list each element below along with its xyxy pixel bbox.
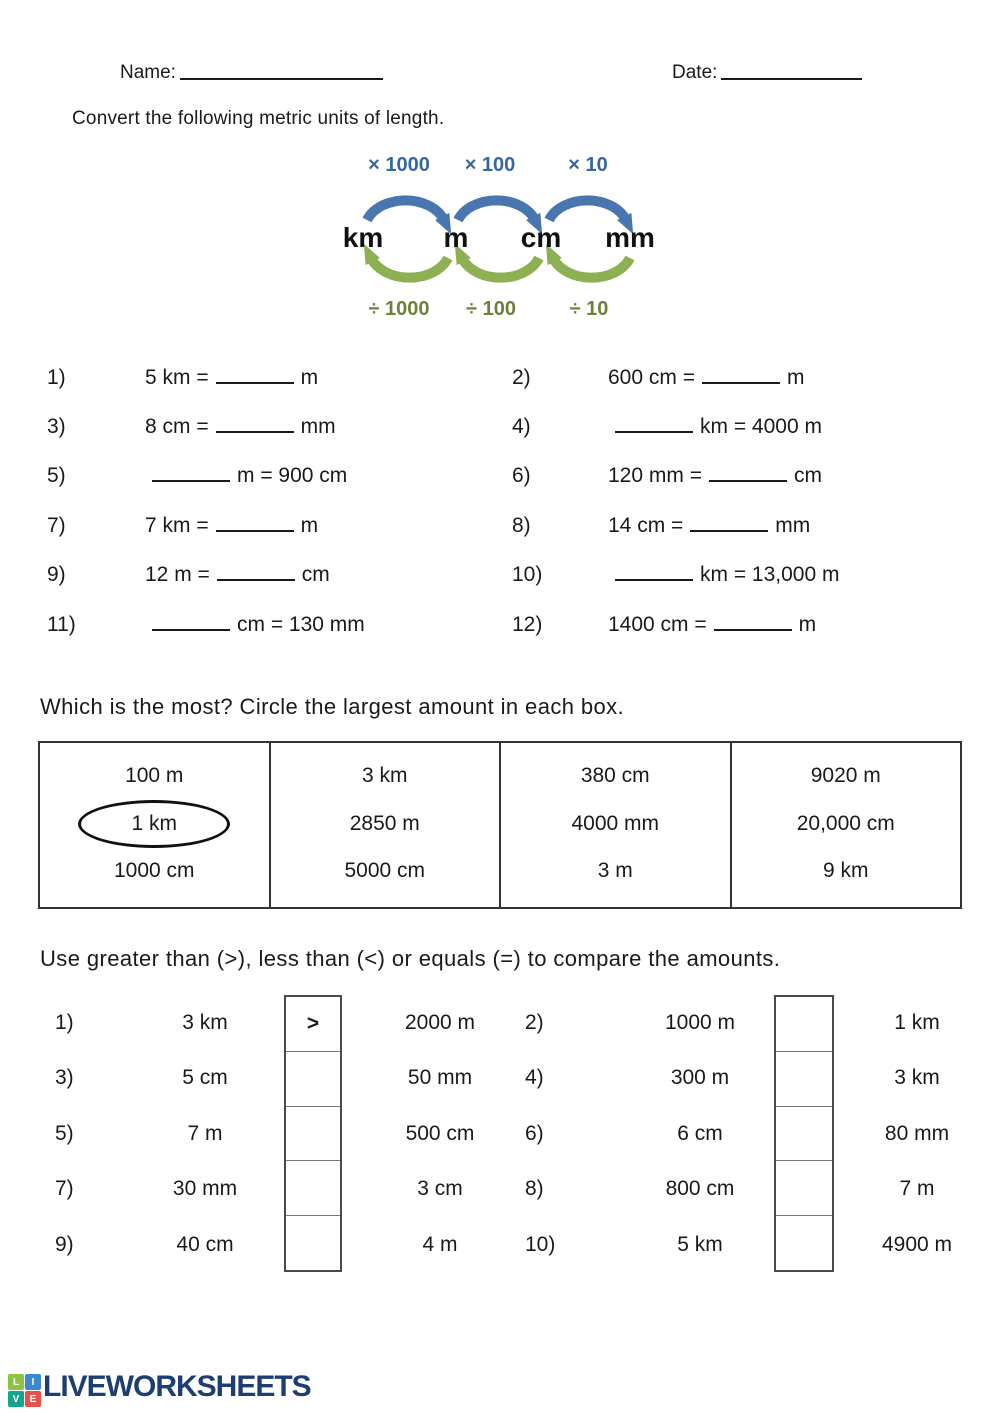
question-body [145,510,318,542]
compare-right-value: 500 cm [405,1122,475,1145]
question-number: 4) [525,1066,544,1089]
question-number: 5) [47,464,66,487]
question-post-text: m [798,613,817,636]
operator-box[interactable]: > [306,1011,320,1035]
question-number: 6) [525,1122,544,1145]
table-column [501,743,732,907]
question-number: 2) [525,1011,544,1034]
question-number: 11) [47,613,76,636]
multiply-100-label: × 100 [464,154,516,176]
compare-left-value: 800 cm [665,1177,735,1200]
divide-arrow-mm-cm [553,258,630,278]
amount-option[interactable]: 20,000 cm [796,812,895,835]
question-body [608,559,839,591]
compare-left-value: 7 m [187,1122,223,1145]
compare-left-value: 6 cm [677,1122,723,1145]
question-number: 10) [525,1233,556,1256]
question-post-text: m [300,514,319,537]
question-number: 9) [55,1233,74,1256]
operator-box[interactable] [776,1160,832,1215]
answer-blank[interactable] [709,478,787,482]
question-number: 1) [55,1011,74,1034]
divide-arrow-cm-m [462,258,539,278]
question-number: 1) [47,366,66,389]
question-pre-text: 120 mm = [608,464,702,487]
conversion-row [0,362,1000,394]
unit-cm: cm [520,222,562,253]
operator-box[interactable] [776,997,832,1051]
compare-right-value: 3 km [894,1066,940,1089]
question-body [608,609,816,641]
unit-mm: mm [605,222,655,253]
answer-blank[interactable] [216,380,294,384]
compare-section-heading: Use greater than (>), less than (<) or equals (=) to compare the amounts. [40,946,781,971]
question-pre-text: 5 km = [145,366,209,389]
amount-option[interactable]: 3 km [361,764,408,787]
compare-left-value: 3 km [182,1011,228,1034]
divide-100-label: ÷ 100 [466,298,516,320]
compare-left-value: 30 mm [172,1177,238,1200]
question-number: 4) [512,415,531,438]
amount-option[interactable]: 9020 m [810,764,881,787]
table-column [40,743,271,907]
name-blank-line[interactable] [180,61,383,80]
compare-right-value: 3 cm [417,1177,463,1200]
compare-right-value: 4 m [422,1233,458,1256]
question-number: 2) [512,366,531,389]
operator-box[interactable] [286,1106,340,1161]
answer-blank[interactable] [714,627,792,631]
logo-tile-e: E [25,1391,41,1407]
question-number: 7) [55,1177,74,1200]
table-column [732,743,961,907]
question-number: 6) [512,464,531,487]
answer-blank[interactable] [152,478,230,482]
amount-option[interactable]: 380 cm [580,764,650,787]
question-body [608,362,804,394]
most-section-heading: Which is the most? Circle the largest amount in each box. [40,694,625,719]
multiply-arrow-m-cm [458,200,535,220]
question-post-text: mm [300,415,336,438]
question-body [145,411,336,443]
question-pre-text: 12 m = [145,563,210,586]
question-post-text: cm = 130 mm [237,613,365,636]
operator-box[interactable] [286,1160,340,1215]
operator-box-column-left [284,995,342,1272]
answer-blank[interactable] [216,528,294,532]
question-body [608,510,810,542]
conversion-row [0,510,1000,542]
amount-option[interactable]: 100 m [125,764,184,787]
compare-left-value: 5 cm [182,1066,228,1089]
question-body [608,411,822,443]
answer-blank[interactable] [152,627,230,631]
question-pre-text: 14 cm = [608,514,684,537]
answer-blank[interactable] [615,429,693,433]
name-field-row [120,59,383,84]
question-post-text: m [300,366,319,389]
question-number: 5) [55,1122,74,1145]
question-number: 12) [512,613,543,636]
logo-tile-i: I [25,1374,41,1390]
question-pre-text: 7 km = [145,514,209,537]
liveworksheets-wordmark: LIVEWORKSHEETS [43,1370,311,1403]
date-blank-line[interactable] [721,61,862,80]
amount-option: 1 km [131,812,177,835]
metric-conversion-diagram [340,150,700,332]
largest-amount-table [38,741,962,909]
compare-right-value: 50 mm [407,1066,473,1089]
question-number: 10) [512,563,543,586]
answer-blank[interactable] [216,429,294,433]
operator-box[interactable] [776,1051,832,1106]
name-label: Name: [120,62,176,83]
question-pre-text: 8 cm = [145,415,209,438]
question-number: 3) [55,1066,74,1089]
multiply-arrow-km-m [367,200,444,220]
question-number: 9) [47,563,66,586]
answer-blank[interactable] [615,577,693,581]
question-number: 8) [525,1177,544,1200]
logo-tile-v: V [8,1391,24,1407]
amount-option[interactable]: 1000 cm [113,859,195,882]
logo-tile-l: L [8,1374,24,1390]
question-body [145,362,318,394]
amount-option[interactable]: 4000 mm [571,812,660,835]
operator-box[interactable] [286,1051,340,1106]
question-post-text: m [786,366,805,389]
question-body [145,460,347,492]
question-post-text: m = 900 cm [237,464,348,487]
compare-right-value: 4900 m [881,1233,953,1256]
intro-instruction: Convert the following metric units of length. [72,108,445,129]
amount-option[interactable]: 9 km [822,859,869,882]
operator-box[interactable] [286,1215,340,1270]
unit-km: km [342,222,384,253]
amount-option[interactable]: 5000 cm [344,859,426,882]
conversion-row [0,559,1000,591]
compare-right-value: 7 m [899,1177,935,1200]
answer-blank[interactable] [690,528,768,532]
question-number: 8) [512,514,531,537]
compare-right-value: 1 km [894,1011,940,1034]
divide-1000-label: ÷ 1000 [368,298,430,320]
date-field-row [672,59,862,84]
divide-arrow-m-km [371,258,448,278]
compare-left-value: 5 km [677,1233,723,1256]
unit-m: m [443,222,469,253]
question-body [145,609,365,641]
date-label: Date: [672,62,718,83]
question-number: 7) [47,514,66,537]
multiply-1000-label: × 1000 [368,154,430,176]
question-body [145,559,330,591]
table-column [271,743,502,907]
answer-blank[interactable] [217,577,295,581]
compare-right-value: 80 mm [884,1122,950,1145]
answer-blank[interactable] [702,380,780,384]
compare-left-value: 300 m [670,1066,730,1089]
operator-box[interactable] [776,1215,832,1270]
question-post-text: km = 13,000 m [700,563,840,586]
compare-right-value: 2000 m [404,1011,476,1034]
liveworksheets-logo-icon [8,1374,41,1407]
question-post-text: cm [793,464,822,487]
operator-box-column-right [774,995,834,1272]
compare-left-value: 1000 m [664,1011,736,1034]
multiply-10-label: × 10 [568,154,608,176]
compare-left-value: 40 cm [176,1233,234,1256]
question-number: 3) [47,415,66,438]
question-post-text: km = 4000 m [700,415,822,438]
divide-10-label: ÷ 10 [569,298,609,320]
question-body [608,460,822,492]
conversion-row [0,411,1000,443]
amount-option[interactable]: 3 m [597,859,633,882]
operator-box[interactable] [776,1106,832,1161]
multiply-arrow-cm-mm [549,200,626,220]
conversion-row [0,460,1000,492]
question-pre-text: 1400 cm = [608,613,707,636]
question-post-text: mm [775,514,811,537]
conversion-row [0,609,1000,641]
amount-option[interactable]: 2850 m [349,812,420,835]
question-post-text: cm [301,563,330,586]
question-pre-text: 600 cm = [608,366,695,389]
circled-answer[interactable] [78,800,230,848]
